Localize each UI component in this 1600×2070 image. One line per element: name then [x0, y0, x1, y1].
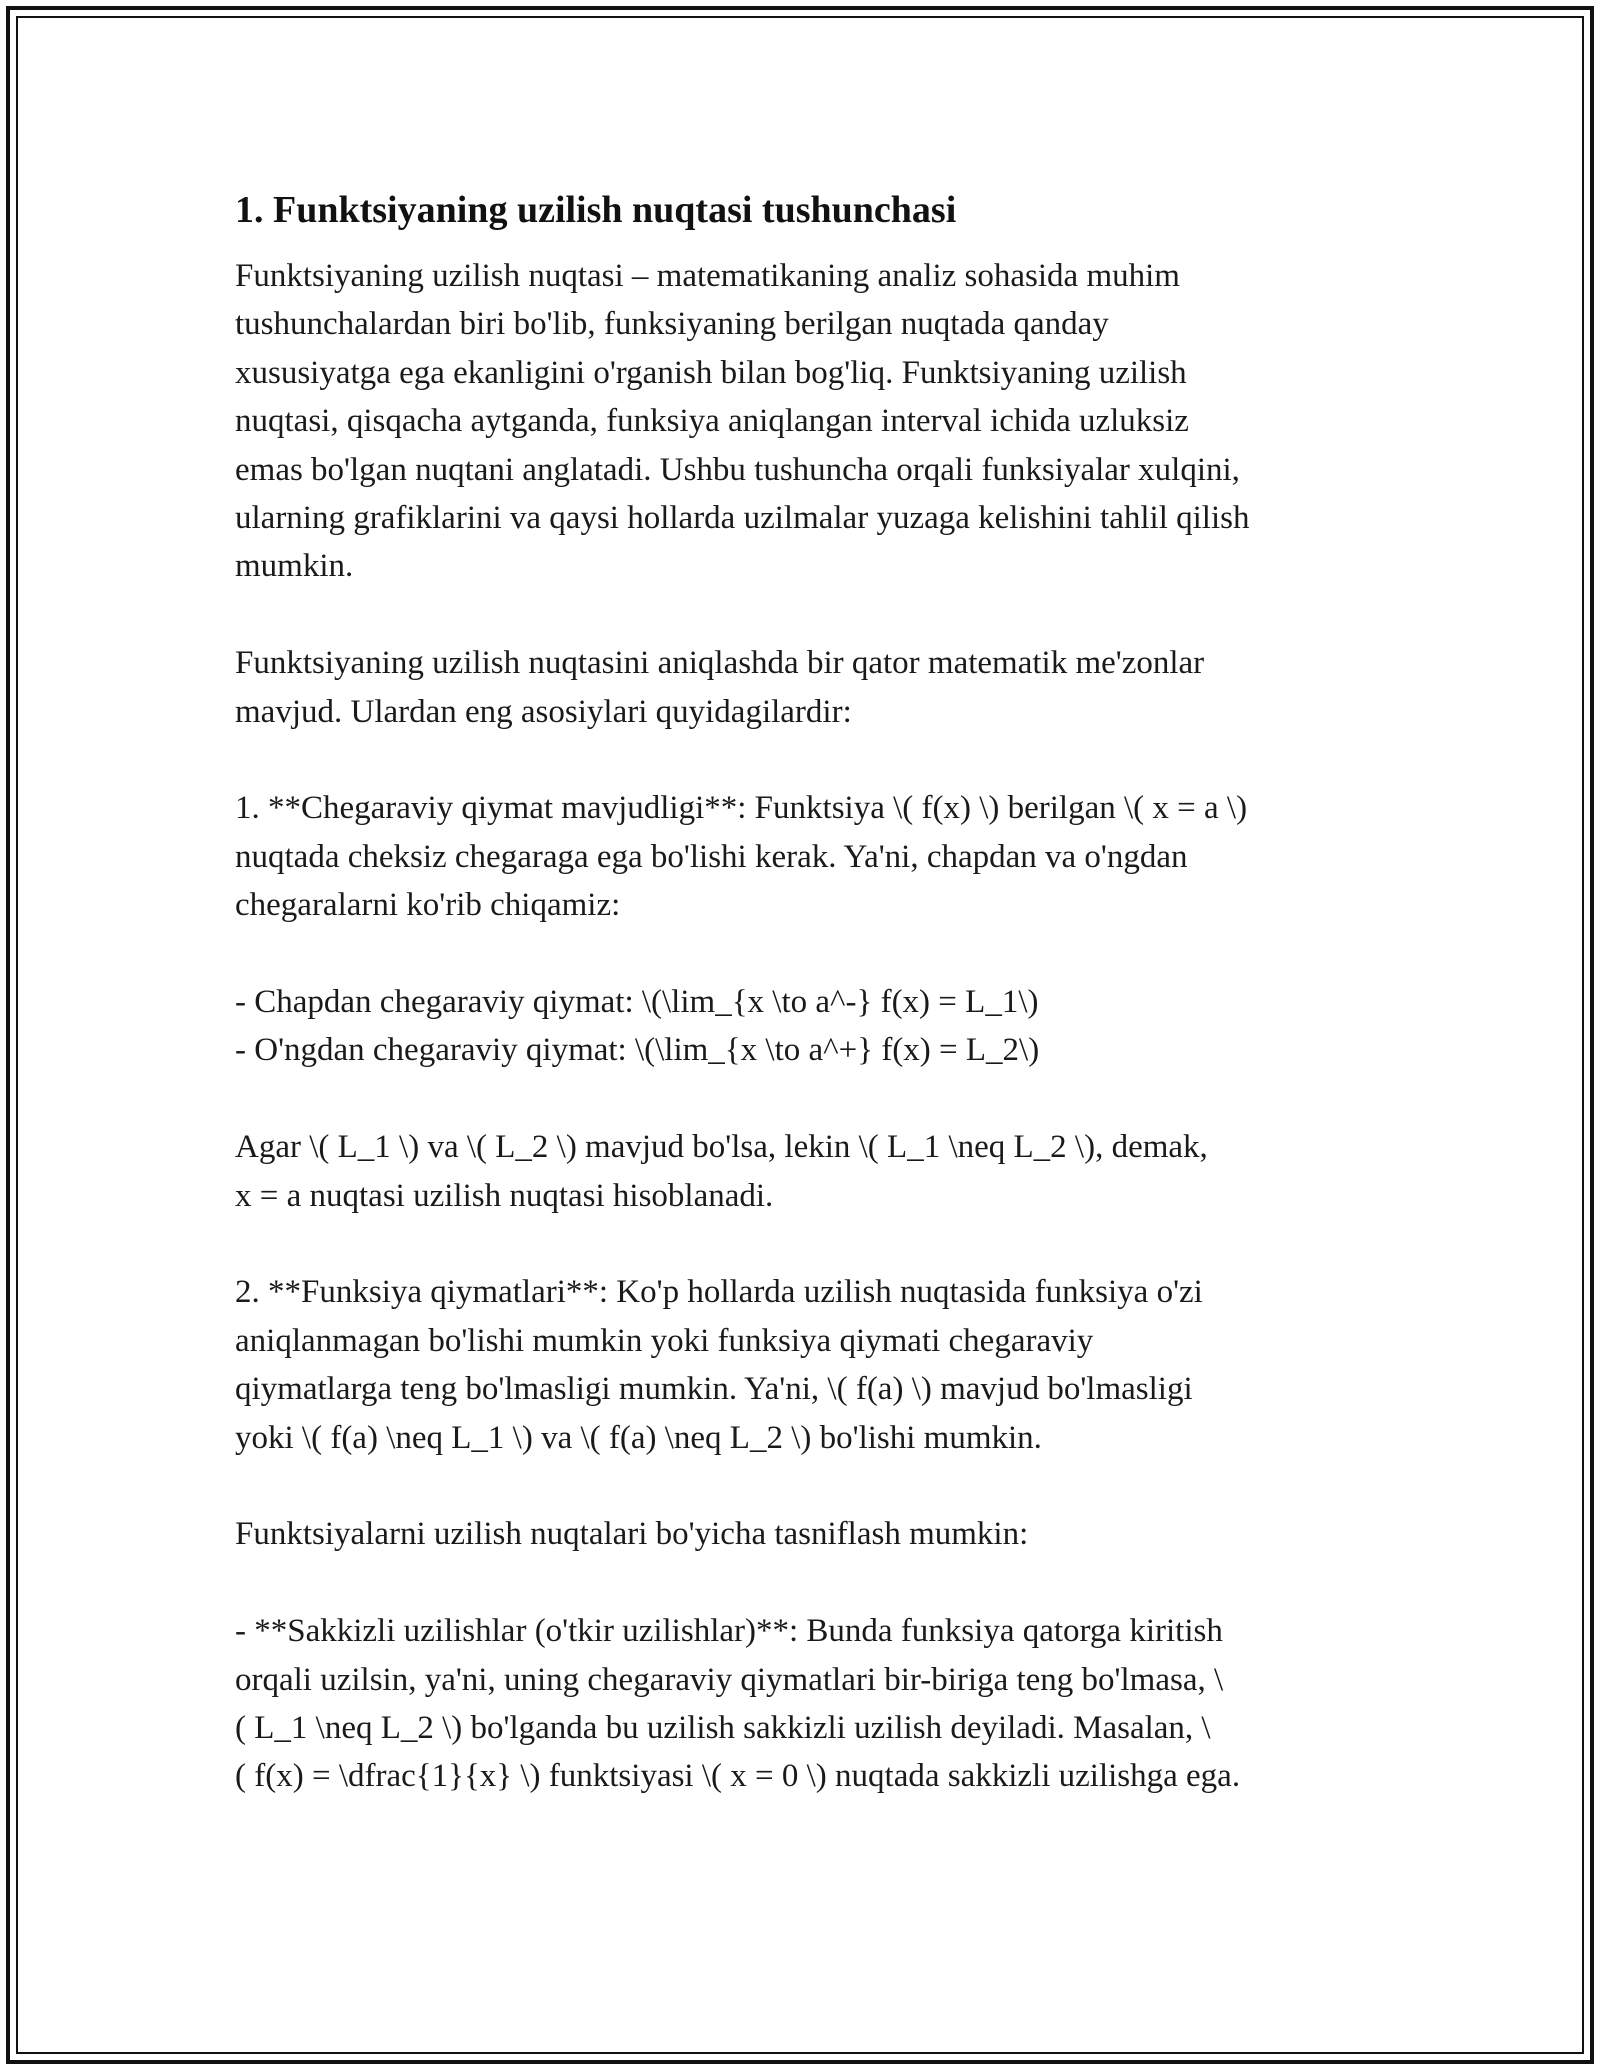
document-body: [235, 186, 1375, 1801]
criterion-limit-paragraph: 1. **Chegaraviy qiymat mavjudligi**: Funktsiya \( f(x) \) berilgan \( x = a \) nuqtada cheksiz chegaraga ega bo'lishi kerak. Ya'ni, chapdan va o'ngdan chegaralarni ko'rib chiqamiz:: [235, 790, 1248, 924]
paragraph-gap: [235, 1075, 1375, 1123]
criteria-intro-paragraph: Funktsiyaning uzilish nuqtasini aniqlashda bir qator matematik me'zonlar mavjud. Ulardan eng asosiylari quyidagilardir:: [235, 645, 1205, 730]
paragraph-gap: [235, 591, 1375, 639]
intro-paragraph: Funktsiyaning uzilish nuqtasi – matematikaning analiz sohasida muhim tushunchalardan biri bo'lib, funksiyaning berilgan nuqtada qanday xususiyatga ega ekanligini o'rganish bilan bog'liq. Funktsiyaning uzilish nuqtasi, qisqacha aytganda, funksiya aniqlangan interval ichida uzluksiz emas bo'lgan nuqtani anglatadi. Ushbu tushuncha orqali funksiyalar xulqini, ularning grafiklarini va qaysi hollarda uzilmalar yuzaga kelishini tahlil qilish mumkin.: [235, 258, 1250, 585]
paragraph-gap: [235, 1559, 1375, 1607]
paragraph-gap: [235, 1220, 1375, 1268]
one-sided-limits-list: - Chapdan chegaraviy qiymat: \(\lim_{x \to a^-} f(x) = L_1\) - O'ngdan chegaraviy qiymat: \(\lim_{x \to a^+} f(x) = L_2\): [235, 984, 1040, 1069]
limits-conclusion-paragraph: Agar \( L_1 \) va \( L_2 \) mavjud bo'lsa, lekin \( L_1 \neq L_2 \), demak, x = a nuqtasi uzilish nuqtasi hisoblanadi.: [235, 1129, 1208, 1214]
paragraph-gap: [235, 736, 1375, 784]
criterion-values-paragraph: 2. **Funksiya qiymatlari**: Ko'p hollarda uzilish nuqtasida funksiya o'zi aniqlanmagan bo'lishi mumkin yoki funksiya qiymati chegaraviy qiymatlarga teng bo'lmasligi mumkin. Ya'ni, \( f(a) \) mavjud bo'lmasligi yoki \( f(a) \neq L_1 \) va \( f(a) \neq L_2 \) bo'lishi mumkin.: [235, 1274, 1203, 1456]
section-heading: 1. Funktsiyaning uzilish nuqtasi tushunchasi: [235, 189, 957, 231]
paragraph-gap: [235, 1462, 1375, 1510]
classification-intro-paragraph: Funktsiyalarni uzilish nuqtalari bo'yicha tasniflash mumkin:: [235, 1516, 1029, 1553]
jump-discontinuity-paragraph: - **Sakkizli uzilishlar (o'tkir uzilishlar)**: Bunda funksiya qatorga kiritish orqali uzilsin, ya'ni, uning chegaraviy qiymatlari bir-biriga teng bo'lmasa, \ ( L_1 \neq L_2 \) bo'lganda bu uzilish sakkizli uzilish deyiladi. Masalan, \ ( f(x) = \dfrac{1}{x} \) funktsiyasi \( x = 0 \) nuqtada sakkizli uzilishga ega.: [235, 1613, 1241, 1795]
paragraph-gap: [235, 930, 1375, 978]
